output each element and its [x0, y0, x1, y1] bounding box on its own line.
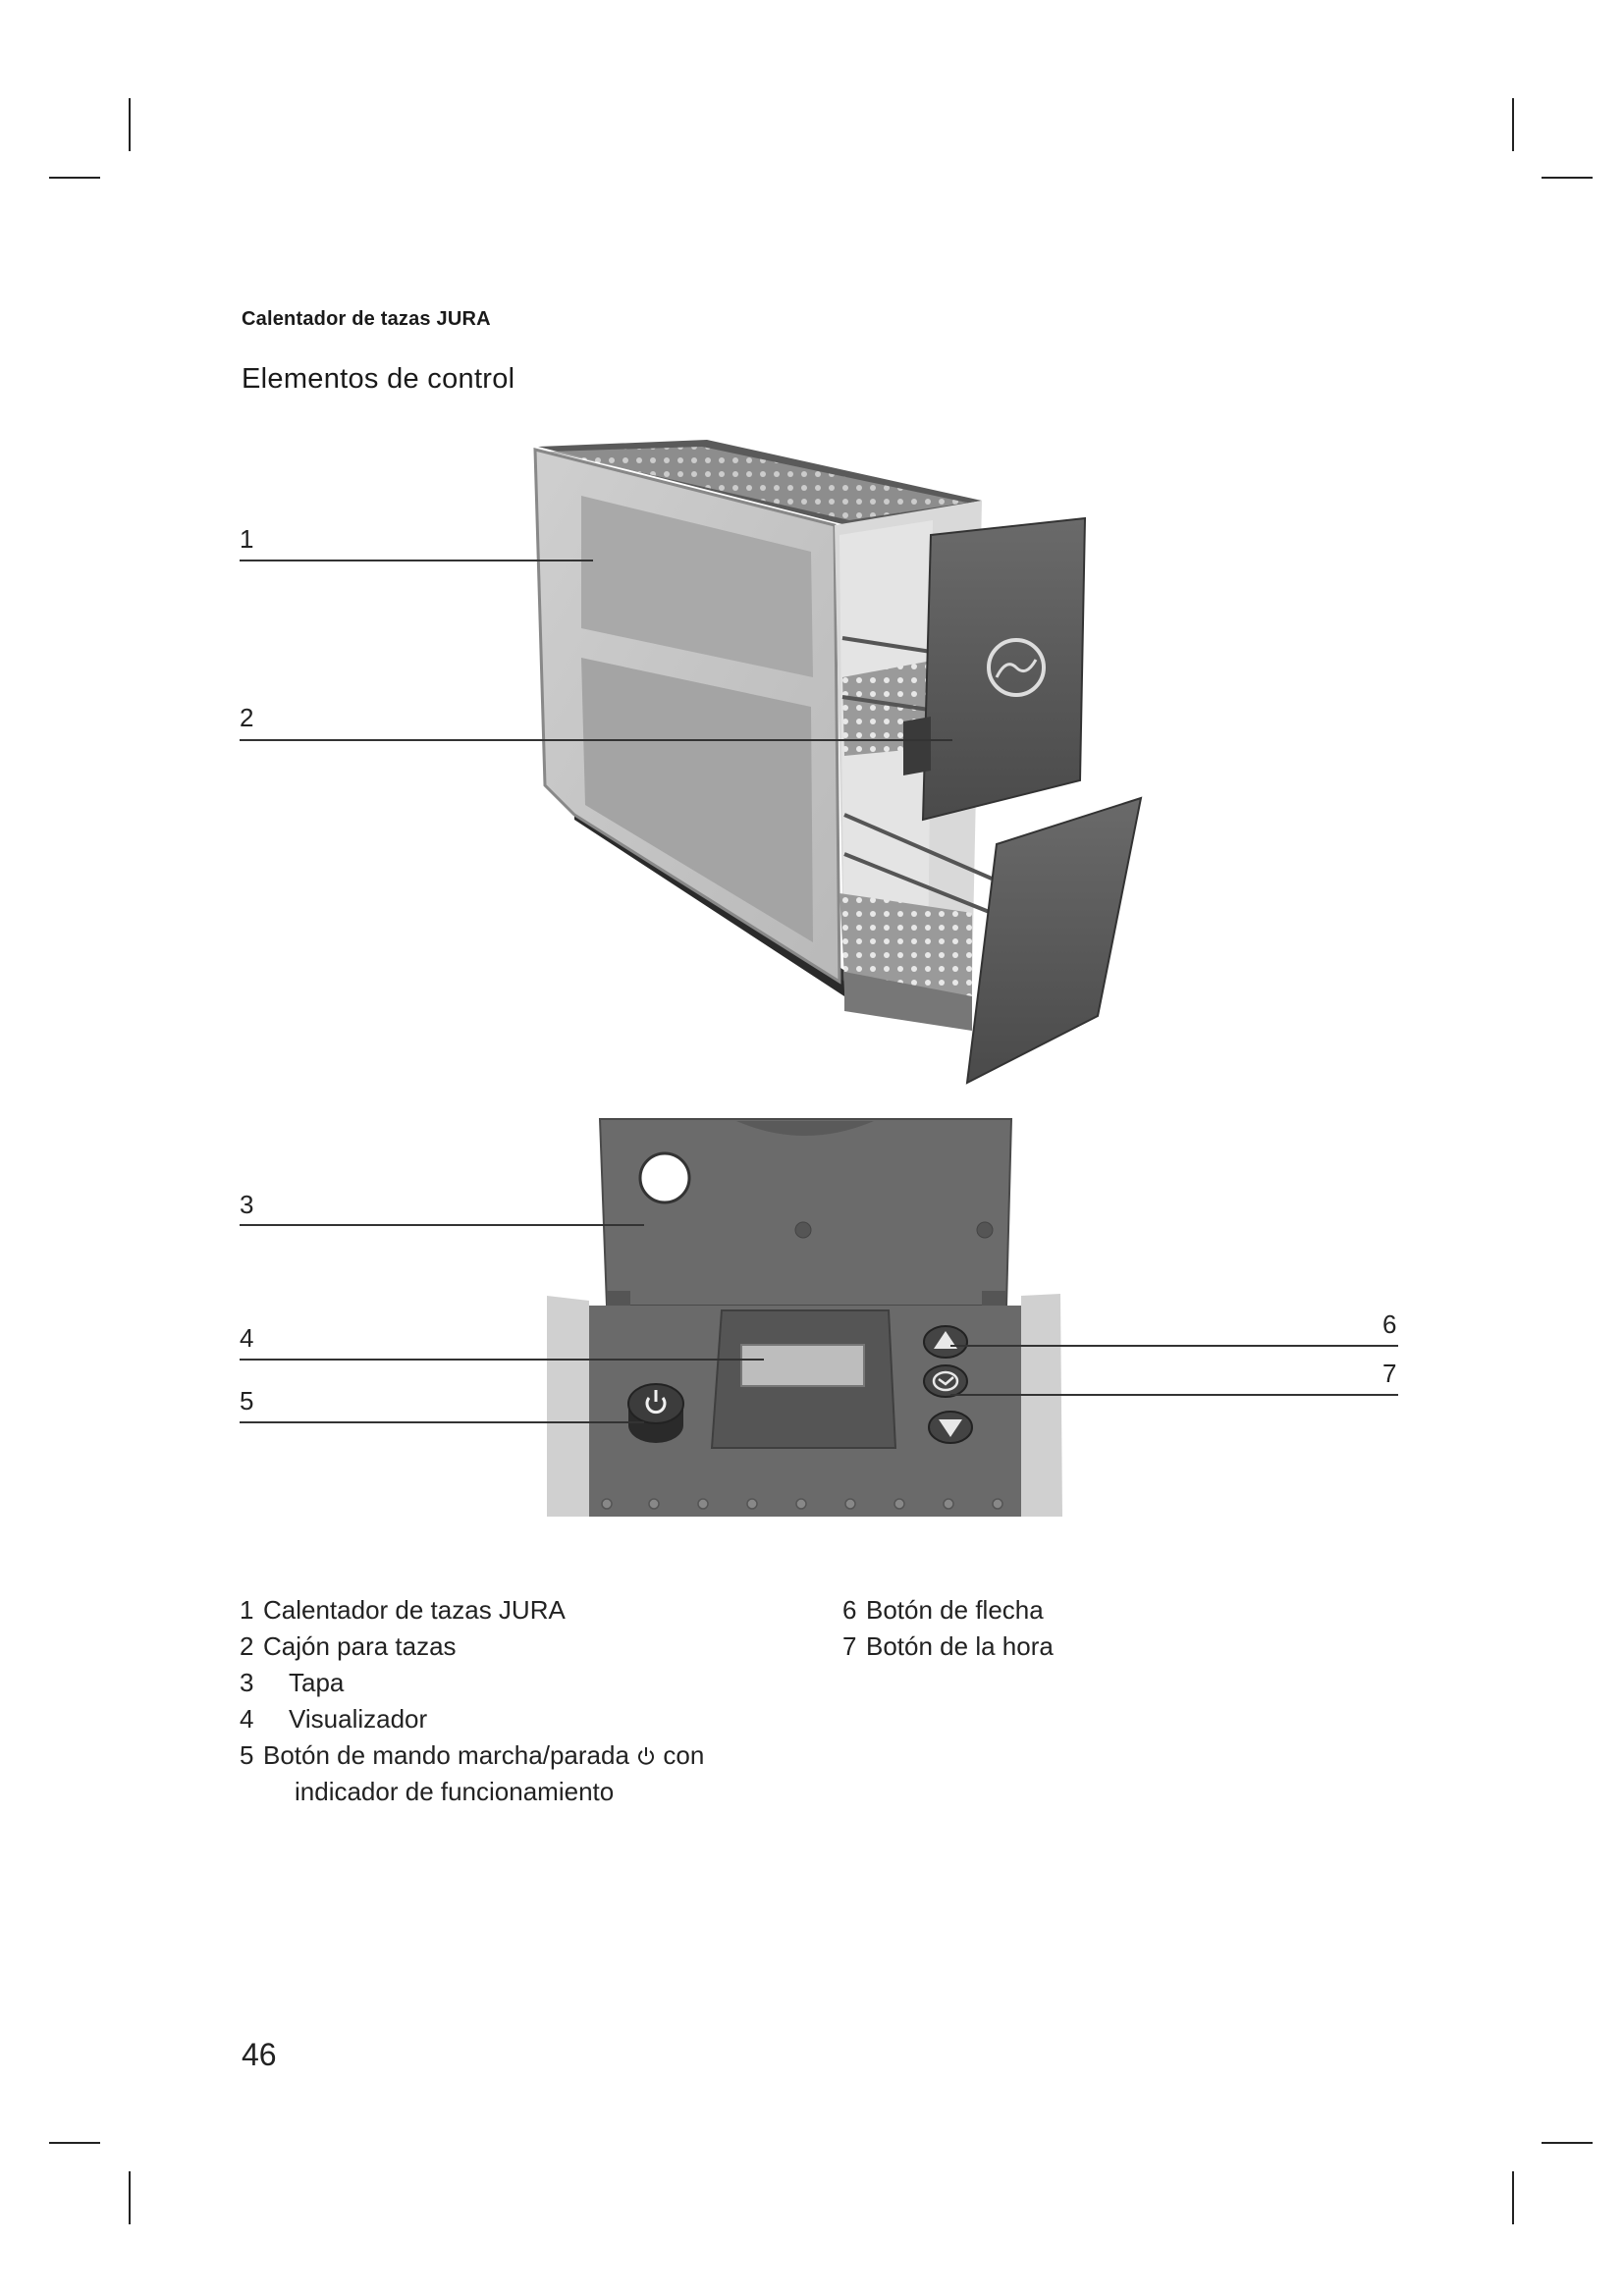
- legend-item-continuation-text: indicador de funcionamiento: [295, 1777, 615, 1806]
- legend-item-text: Calentador de tazas JURA: [263, 1595, 566, 1625]
- power-icon: [647, 1390, 665, 1413]
- callout-line-7: [950, 1394, 1398, 1396]
- crop-mark-top-right-horizontal: [1542, 177, 1593, 179]
- crop-mark-bottom-right-vertical: [1512, 2171, 1514, 2224]
- callout-line-1: [240, 560, 593, 561]
- page-number: 46: [242, 2037, 277, 2072]
- legend-item-number: 7: [842, 1631, 857, 1661]
- power-icon: [636, 1746, 656, 1766]
- crop-mark-top-right-vertical: [1512, 98, 1514, 151]
- legend-item-number: 3: [240, 1668, 254, 1697]
- legend-item: [240, 1592, 704, 1629]
- legend-item-text-main: Botón de mando marcha/parada: [263, 1740, 629, 1770]
- legend-item-text: Botón de la hora: [866, 1631, 1054, 1661]
- legend-item-text: [263, 1737, 704, 1774]
- legend-item-text: Tapa: [289, 1668, 345, 1697]
- callout-label-5: 5: [240, 1386, 254, 1415]
- jura-logo-icon: [989, 640, 1044, 695]
- callout-label-3: 3: [240, 1190, 254, 1219]
- crop-mark-bottom-left-vertical: [129, 2171, 131, 2224]
- callout-line-4: [240, 1359, 764, 1361]
- legend-item-text: Cajón para tazas: [263, 1631, 457, 1661]
- callout-line-2: [240, 739, 952, 741]
- callout-label-4: 4: [240, 1323, 254, 1353]
- running-header: Calentador de tazas JURA: [242, 308, 491, 330]
- legend-left: [240, 1592, 704, 1810]
- callout-label-2: 2: [240, 703, 254, 732]
- legend-item-text: Visualizador: [289, 1704, 428, 1734]
- arrow-down-button[interactable]: [929, 1412, 972, 1443]
- cup-warmer-body: [535, 440, 1141, 1083]
- callout-line-3: [240, 1224, 644, 1226]
- power-knob[interactable]: [628, 1384, 683, 1443]
- crop-mark-top-left-horizontal: [49, 177, 100, 179]
- section-title: Elementos de control: [242, 363, 515, 395]
- control-panel: [547, 1119, 1062, 1517]
- crop-mark-top-left-vertical: [129, 98, 131, 151]
- callout-label-1: 1: [240, 524, 254, 554]
- callout-line-6: [950, 1345, 1398, 1347]
- legend-item-number: 1: [240, 1595, 254, 1625]
- arrow-down-icon: [939, 1419, 962, 1437]
- callout-label-6: 6: [1382, 1309, 1397, 1339]
- legend-item: [240, 1665, 704, 1701]
- legend-item-text: Botón de flecha: [866, 1595, 1044, 1625]
- callout-label-7: 7: [1382, 1359, 1397, 1388]
- crop-mark-bottom-left-horizontal: [49, 2142, 100, 2144]
- legend-item: [240, 1737, 704, 1774]
- legend-item: [842, 1592, 1054, 1629]
- clock-button[interactable]: [924, 1365, 967, 1397]
- legend-item: [240, 1629, 704, 1665]
- legend-item-number: 2: [240, 1631, 254, 1661]
- legend-item-number: 6: [842, 1595, 857, 1625]
- crop-mark-bottom-right-horizontal: [1542, 2142, 1593, 2144]
- arrow-up-button[interactable]: [924, 1326, 967, 1358]
- legend-item: [240, 1701, 704, 1737]
- legend-item-number: 5: [240, 1740, 254, 1770]
- legend-right: [842, 1592, 1054, 1665]
- legend-item-continuation: [240, 1774, 704, 1810]
- clock-icon: [934, 1372, 957, 1390]
- legend-item-number: 4: [240, 1704, 254, 1734]
- legend-item: [842, 1629, 1054, 1665]
- legend-item-text-after-icon: con: [663, 1740, 705, 1770]
- callout-line-5: [240, 1421, 644, 1423]
